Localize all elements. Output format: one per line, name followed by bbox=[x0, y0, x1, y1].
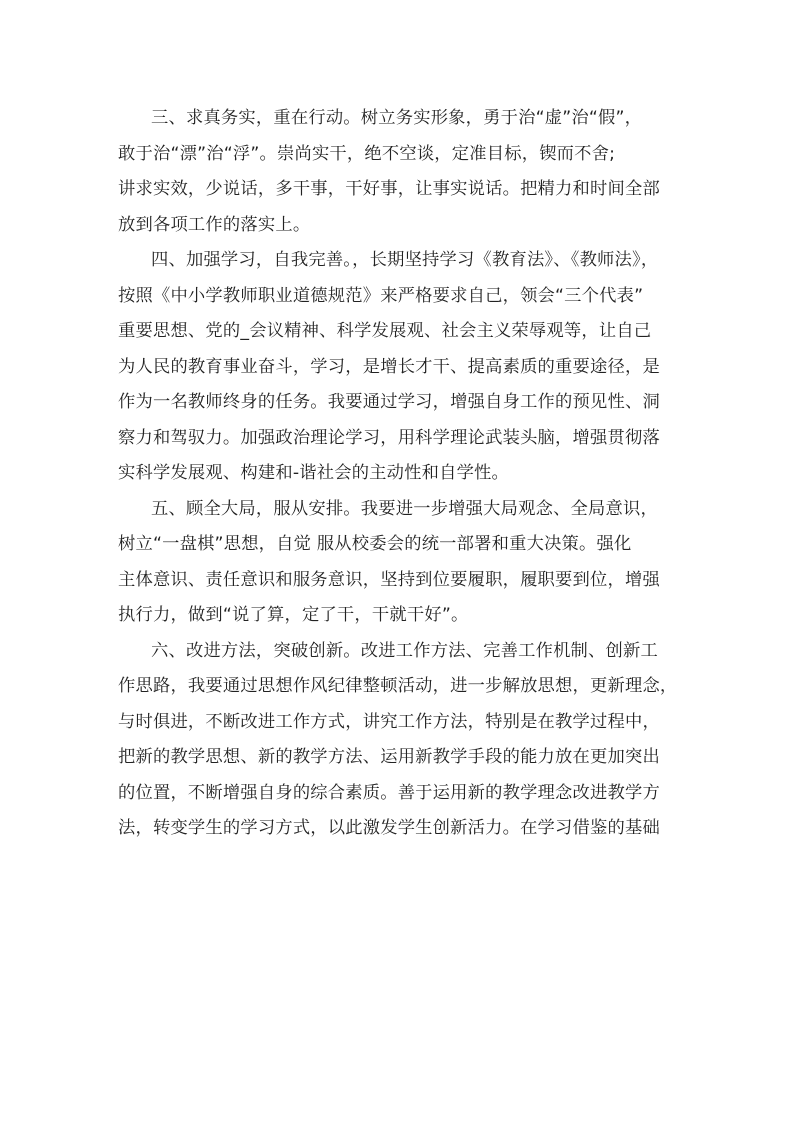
paragraph-line: 与时俱进，不断改进工作方式，讲究工作方法，特别是在教学过程中， bbox=[118, 711, 660, 732]
paragraph-line: 五、顾全大局，服从安排。我要进一步增强大局观念、全局意识， bbox=[151, 498, 658, 519]
paragraph-line: 按照《中小学教师职业道德规范》来严格要求自己，领会“三个代表” bbox=[118, 285, 644, 306]
paragraph-line: 三、求真务实，重在行动。树立务实形象，勇于治“虚”治“假”， bbox=[151, 108, 643, 128]
paragraph-line: 执行力，做到“说了算，定了干，干就干好”。 bbox=[118, 605, 469, 625]
paragraph-line: 树立“一盘棋”思想，自觉 服从校委会的统一部署和重大决策。强化 bbox=[118, 534, 632, 554]
paragraph-line: 实科学发展观、构建和-谐社会的主动性和自学性。 bbox=[118, 463, 510, 483]
paragraph-line: 敢于治“漂”治“浮”。崇尚实干，绝不空谈，定准目标，锲而不舍; bbox=[118, 143, 616, 164]
paragraph-line: 的位置，不断增强自身的综合素质。善于运用新的教学理念改进教学方 bbox=[118, 782, 660, 803]
paragraph-line: 把新的教学思想、新的教学方法、运用新教学手段的能力放在更加突出 bbox=[118, 747, 660, 767]
paragraph-line: 主体意识、责任意识和服务意识，坚持到位要履职，履职要到位，增强 bbox=[118, 569, 660, 590]
paragraph-6 bbox=[118, 634, 678, 847]
paragraph-5 bbox=[118, 492, 678, 634]
document-body bbox=[118, 101, 678, 847]
paragraph-line: 讲求实效，少说话，多干事，干好事，让事实说话。把精力和时间全部 bbox=[118, 179, 660, 199]
paragraph-line: 察力和驾驭力。加强政治理论学习，用科学理论武装头脑，增强贯彻落 bbox=[118, 427, 660, 448]
paragraph-3 bbox=[118, 101, 678, 243]
paragraph-line: 法，转变学生的学习方式，以此激发学生创新活力。在学习借鉴的基础 bbox=[118, 818, 660, 838]
paragraph-line: 作思路，我要通过思想作风纪律整顿活动，进一步解放思想，更新理念， bbox=[118, 676, 678, 696]
paragraph-4 bbox=[118, 243, 678, 492]
paragraph-line: 放到各项工作的落实上。 bbox=[118, 214, 311, 235]
paragraph-line: 六、改进方法，突破创新。改进工作方法、完善工作机制、创新工 bbox=[151, 640, 658, 661]
paragraph-line: 重要思想、党的_会议精神、科学发展观、社会主义荣辱观等，让自己 bbox=[118, 321, 652, 341]
paragraph-line: 为人民的教育事业奋斗，学习，是增长才干、提高素质的重要途径，是 bbox=[118, 356, 660, 377]
paragraph-line: 作为一名教师终身的任务。我要通过学习，增强自身工作的预见性、洞 bbox=[118, 392, 660, 412]
paragraph-line: 四、加强学习，自我完善。，长期坚持学习《教育法》、《教师法》， bbox=[151, 250, 659, 270]
